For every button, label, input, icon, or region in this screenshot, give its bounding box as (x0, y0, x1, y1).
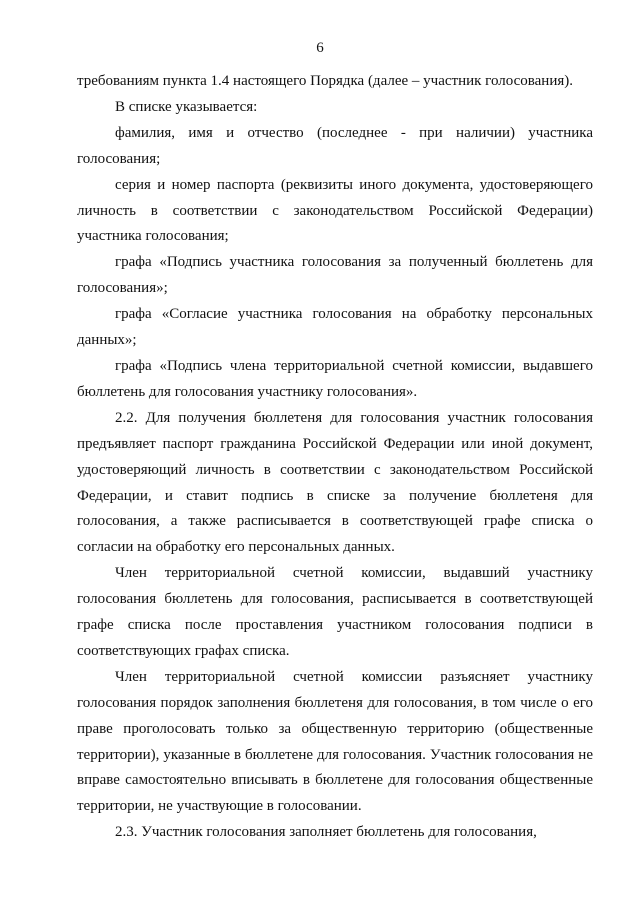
paragraph-list-item-consent: графа «Согласие участника голосования на обработку персональных данных»; (77, 306, 593, 349)
paragraph-list-item-passport: серия и номер паспорта (реквизиты иного документа, удостоверяющего личность в соответствии с законодательством Российской Федерации) участника голосования; (77, 176, 593, 245)
paragraph-section-2-3: 2.3. Участник голосования заполняет бюллетень для голосования, (115, 824, 537, 841)
paragraph-member-explains: Член территориальной счетной комиссии разъясняет участнику голосования порядок заполнения бюллетеня для голосования, в том числе о его праве проголосовать только за общественную территорию (общественные территории), указанные в бюллетене для голосования. Участник голосования не вправе самостоятельно вписывать в бюллетене для голосования общественные территории, не участвующие в голосовании. (77, 668, 593, 815)
paragraph-member-signs: Член территориальной счетной комиссии, выдавший участнику голосования бюллетень для голосования, расписывается в соответствующей графе списка после проставления участником голосования подписи в соответствующих графах списка. (77, 565, 593, 659)
paragraph-list-item-member-signature: графа «Подпись члена территориальной счетной комиссии, выдавшего бюллетень для голосования участнику голосования». (77, 357, 593, 400)
paragraph-list-intro: В списке указывается: (115, 98, 258, 115)
paragraph-section-2-2: 2.2. Для получения бюллетеня для голосования участник голосования предъявляет паспорт гражданина Российской Федерации или иной документ, удостоверяющий личность в соответствии с законодательством Российской Федерации, и ставит подпись в списке за получение бюллетеня для голосования, а также расписывается в соответствующей графе списка о согласии на обработку его персональных данных. (77, 409, 593, 556)
paragraph-list-item-name: фамилия, имя и отчество (последнее - при наличии) участника голосования; (77, 124, 593, 167)
page-number: 6 (316, 40, 324, 56)
document-body (77, 69, 593, 846)
paragraph-continuation: требованиям пункта 1.4 настоящего Порядка (далее – участник голосования). (77, 73, 574, 89)
paragraph-list-item-signature: графа «Подпись участника голосования за полученный бюллетень для голосования»; (77, 254, 593, 297)
